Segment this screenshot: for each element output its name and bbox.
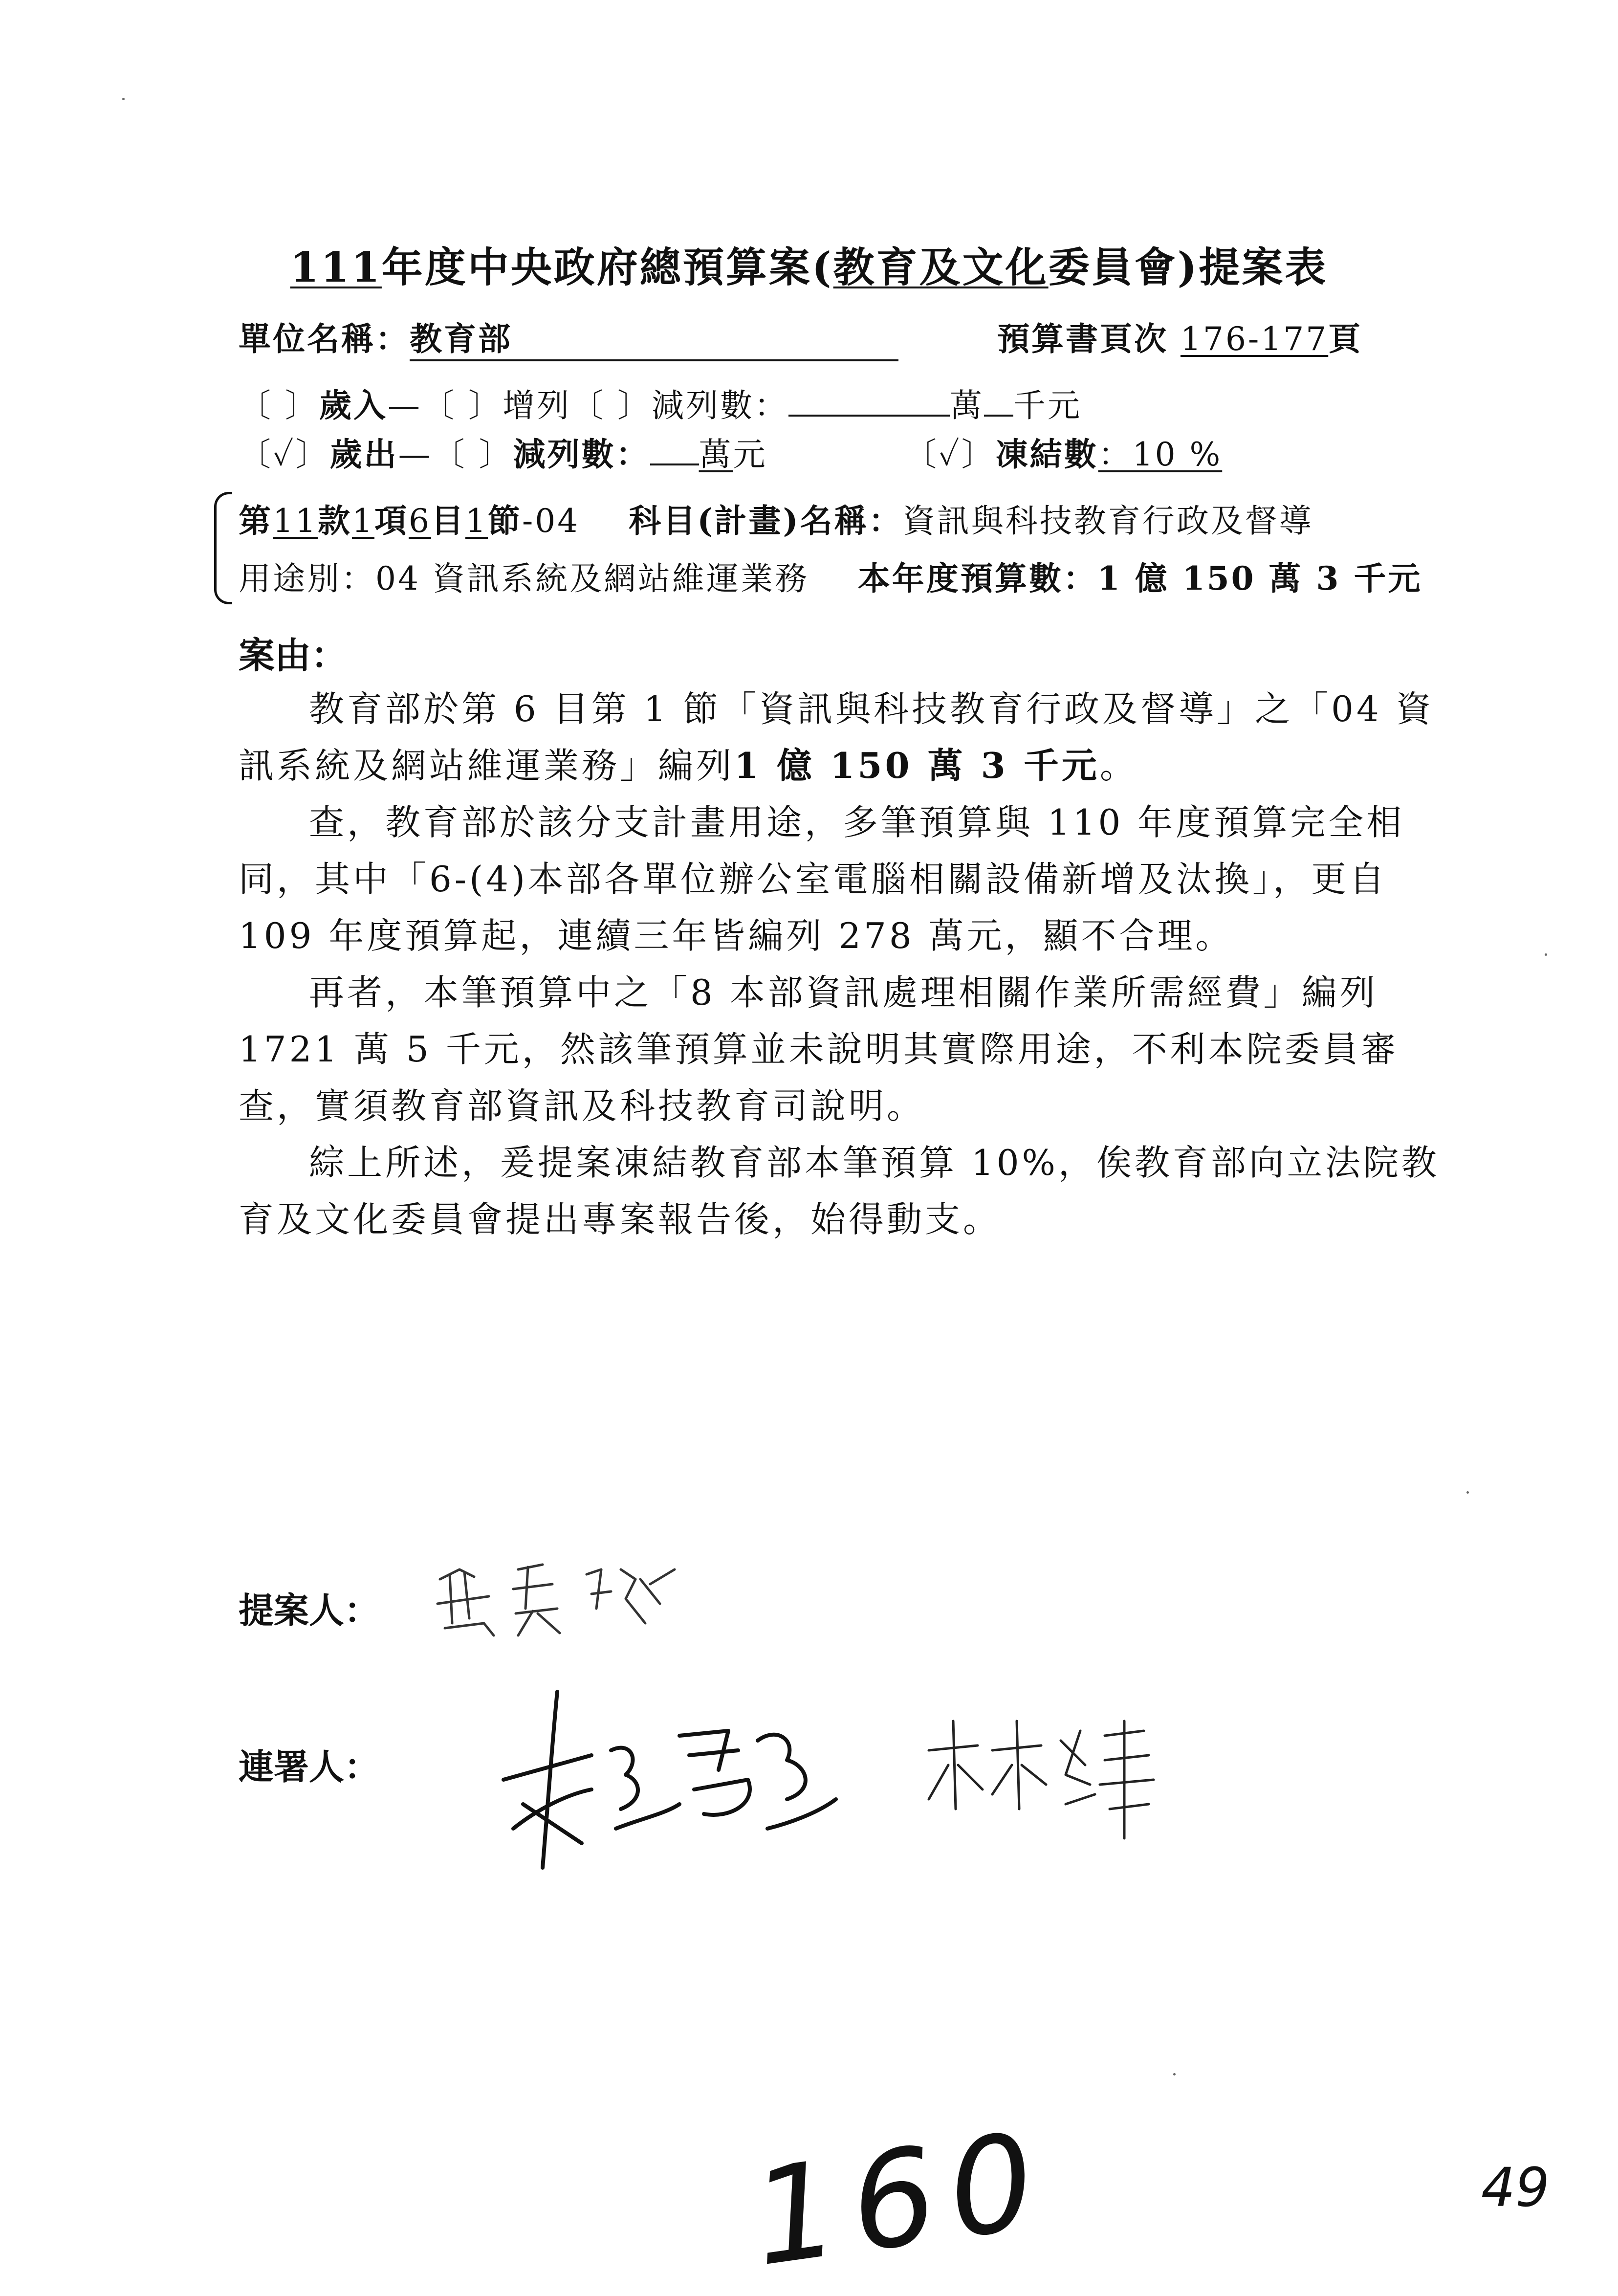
expenditure-dash: — <box>398 436 433 473</box>
proposer-signature <box>430 1550 704 1648</box>
title-part2: 委員會)提案表 <box>1048 243 1328 291</box>
expenditure-row <box>239 428 767 475</box>
increase-label: 增列 <box>502 387 571 424</box>
page-ref-label: 預算書頁次 <box>997 320 1168 358</box>
freeze-value: ：10 % <box>1098 436 1223 473</box>
item-di: 第 <box>239 502 273 540</box>
reduce-checkbox: 〔 〕 <box>570 387 652 424</box>
cosigners-label: 連署人： <box>239 1746 380 1788</box>
freeze-label: 凍結數 <box>995 435 1098 473</box>
revenue-row <box>239 379 1082 426</box>
exp-reduce-label: 減列數： <box>513 435 650 473</box>
reduce-blank <box>788 385 950 417</box>
scan-speck <box>1545 953 1547 956</box>
use-value: 04 資訊系統及網站維運業務 <box>375 560 809 597</box>
budget-value: 1 億 150 萬 3 千元 <box>1097 559 1422 597</box>
freeze-checkbox: 〔✓〕 <box>904 436 996 473</box>
reason-paragraph-3: 再者，本筆預算中之「8 本部資訊處理相關作業所需經費」編列 1721 萬 5 千元，然該筆預算並未說明其實際用途，不利本院委員審查，實須教育部資訊及科技教育司說明。 <box>239 972 1399 1126</box>
reason-paragraph-4: 綜上所述，爰提案凍結教育部本筆預算 10%，俟教育部向立法院教育及文化委員會提出專案報告後，始得動支。 <box>239 1142 1440 1240</box>
exp-reduce-checkbox: 〔 〕 <box>432 436 513 473</box>
expenditure-checkbox: 〔✓〕 <box>239 436 330 473</box>
unit-row <box>239 313 898 361</box>
item-mu: 6 <box>408 502 431 540</box>
revenue-dash: — <box>387 387 422 424</box>
expenditure-label: 歲出 <box>329 435 398 473</box>
handwritten-page-number: 160 <box>743 2102 1058 2296</box>
reason-paragraph-2: 查，教育部於該分支計畫用途，多筆預算與 110 年度預算完全相同，其中「6-(4)本部各單位辦公室電腦相關設備新增及汰換」，更自 109 年度預算起，連續三年皆編列 278 萬元，顯不合理。 <box>239 802 1405 956</box>
scan-speck <box>122 98 125 100</box>
unit-value: 教育部 <box>410 313 898 361</box>
item-kuan: 11 <box>273 502 318 540</box>
reason-paragraph-1 <box>239 681 1461 794</box>
proposer-label: 提案人： <box>239 1590 380 1631</box>
page-ref-value: 176-177 <box>1180 320 1329 358</box>
qian-unit: 千元 <box>1013 387 1082 424</box>
reason-body <box>239 681 1461 1248</box>
item-xiang-label: 項 <box>374 502 409 540</box>
use-label: 用途別： <box>239 560 375 597</box>
title-year: 111 <box>290 243 382 291</box>
page-ref-suffix: 頁 <box>1328 320 1363 358</box>
item-bracket <box>214 492 232 604</box>
exp-reduce-blank <box>650 434 699 465</box>
corner-page-number: 49 <box>1481 2156 1550 2219</box>
subject-value: 資訊與科技教育行政及督導 <box>902 502 1313 540</box>
cosigner-signature-2 <box>919 1711 1193 1848</box>
increase-checkbox: 〔 〕 <box>421 387 503 424</box>
reduce-label: 減列數： <box>651 387 788 424</box>
revenue-label: 歲入 <box>319 386 388 424</box>
qian-blank <box>984 385 1013 417</box>
reason-p1-text: 教育部於第 6 目第 1 節「資訊與科技教育行政及督導」之「04 資訊系統及網站維運業務」編列 <box>239 688 1434 786</box>
item-mu-label: 目 <box>431 502 465 540</box>
item-jie-suffix: -04 <box>522 502 580 540</box>
subject-label: 科目(計畫)名稱： <box>629 502 903 540</box>
title-committee: 教育及文化 <box>833 243 1049 291</box>
page-ref <box>997 313 1362 359</box>
use-row <box>239 552 1422 599</box>
scan-speck <box>1466 1491 1469 1494</box>
reason-p1-amount: 1 億 150 萬 3 千元 <box>734 745 1100 786</box>
title-part1: 年度中央政府總預算案( <box>381 243 833 291</box>
item-row <box>239 495 1313 541</box>
reason-p1-end: 。 <box>1099 745 1138 786</box>
item-jie-label: 節 <box>487 502 522 540</box>
unit-label: 單位名稱： <box>239 320 410 358</box>
item-xiang: 1 <box>351 502 374 540</box>
cosigner-signature-1 <box>484 1682 855 1887</box>
item-jie: 1 <box>465 502 488 540</box>
exp-yuan-unit: 元 <box>733 436 767 473</box>
item-kuan-label: 款 <box>317 502 352 540</box>
scan-speck <box>1173 2073 1176 2075</box>
budget-label: 本年度預算數： <box>857 559 1097 597</box>
wan-unit: 萬 <box>949 387 984 424</box>
form-title <box>0 235 1618 294</box>
freeze-row <box>904 428 1222 475</box>
exp-wan-unit: 萬 <box>699 436 733 473</box>
revenue-checkbox: 〔 〕 <box>239 387 319 424</box>
reason-heading: 案由： <box>239 635 347 677</box>
